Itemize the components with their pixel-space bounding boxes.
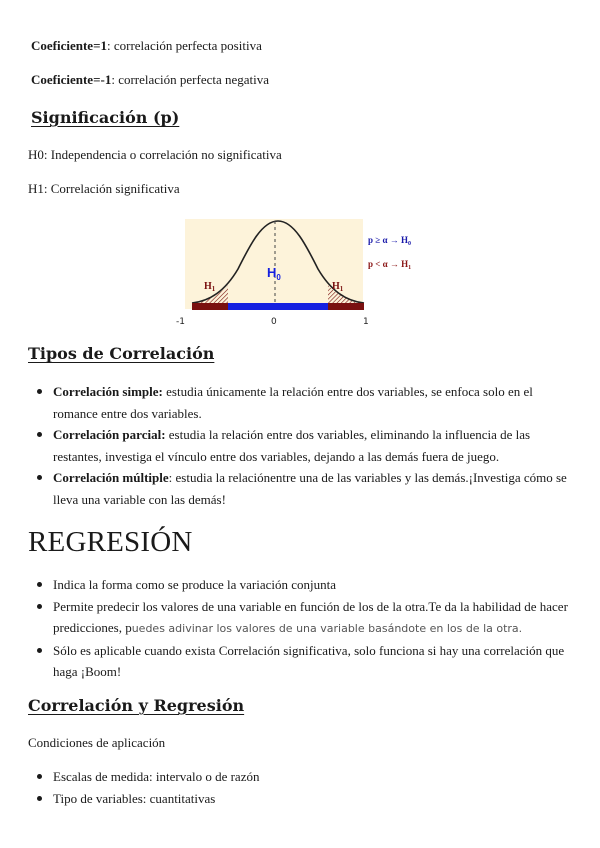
coef-negative: [31, 71, 269, 89]
axis-label-right: 1: [363, 317, 369, 327]
item-text: : estudia la relaciónentre una de las variables y las demás.¡Investiga cómo se lleva una variable con las demás!: [53, 470, 567, 507]
coef-negative-desc: : correlación perfecta negativa: [111, 72, 270, 87]
bullet-icon: [37, 389, 42, 394]
regresion-heading: REGRESIÓN: [28, 526, 193, 558]
item-text: Escalas de medida: intervalo o de razón: [53, 769, 260, 784]
bullet-icon: [37, 475, 42, 480]
item-term: Correlación parcial:: [53, 427, 166, 442]
item-text-gray: uedes adivinar los valores de una variable basándote en los de la otra.: [131, 622, 523, 635]
right-rejection-bar: [328, 303, 364, 310]
h1-text: H1: Correlación significativa: [28, 181, 180, 196]
bullet-icon: [37, 604, 42, 609]
list-item: [53, 766, 568, 788]
tipos-heading: Tipos de Correlación: [28, 344, 215, 363]
list-item: [53, 788, 568, 810]
item-text: estudia únicamente la relación entre dos variables, se enfoca solo en el romance entre dos variables.: [53, 384, 533, 421]
h0-text: H0: Independencia o correlación no significativa: [28, 147, 282, 162]
h1-left-label: $H_1$: [204, 281, 216, 293]
normal-curve-figure: [170, 215, 430, 330]
legend-h1: $p < \alpha \to H_1$: [368, 259, 412, 271]
list-item: [53, 381, 568, 424]
item-text: Indica la forma como se produce la variación conjunta: [53, 577, 336, 592]
legend-h0: $p \ge \alpha \to H_0$: [368, 235, 411, 247]
bullet-icon: [37, 582, 42, 587]
item-text: estudia la relación entre dos variables, eliminando la influencia de las restantes, investiga el vínculo entre dos variables, dejando a las demás fuera de juego.: [53, 427, 531, 464]
h1-right-label: $H_1$: [332, 281, 344, 293]
item-term: Correlación múltiple: [53, 470, 169, 485]
corr-reg-heading: Correlación y Regresión: [28, 696, 245, 715]
coef-positive-desc: : correlación perfecta positiva: [107, 38, 262, 53]
item-text: Permite predecir los valores de una variable en función de los de la otra.Te da la habilidad de hacer predicciones, p: [53, 598, 568, 635]
axis-label-left: -1: [176, 317, 185, 327]
left-rejection-bar: [192, 303, 228, 310]
list-item: [53, 467, 568, 510]
coef-positive: [31, 37, 262, 55]
item-text: Tipo de variables: cuantitativas: [53, 790, 216, 806]
item-text: Sólo es aplicable cuando exista Correlación significativa, solo funciona si hay una correlación que haga ¡Boom!: [53, 642, 565, 679]
item-term: Correlación simple:: [53, 384, 163, 399]
axis-label-mid: 0: [271, 317, 277, 327]
h0-label: $H_0$: [267, 265, 281, 282]
conditions-list: [53, 766, 568, 809]
bullet-icon: [37, 796, 42, 801]
conditions-text: Condiciones de aplicación: [28, 735, 166, 750]
list-item: [53, 596, 568, 640]
list-item: [53, 574, 568, 596]
significacion-heading: Significación (p): [31, 108, 180, 127]
coef-positive-term: Coeficiente=1: [31, 38, 107, 53]
bullet-icon: [37, 432, 42, 437]
bullet-icon: [37, 648, 42, 653]
significance-figure: [170, 215, 430, 330]
regresion-list: [53, 574, 568, 683]
tipos-list: [53, 381, 568, 510]
coef-negative-term: Coeficiente=-1: [31, 72, 112, 87]
list-item: [53, 424, 568, 467]
list-item: [53, 640, 568, 683]
acceptance-bar: [228, 303, 328, 310]
bullet-icon: [37, 774, 42, 779]
